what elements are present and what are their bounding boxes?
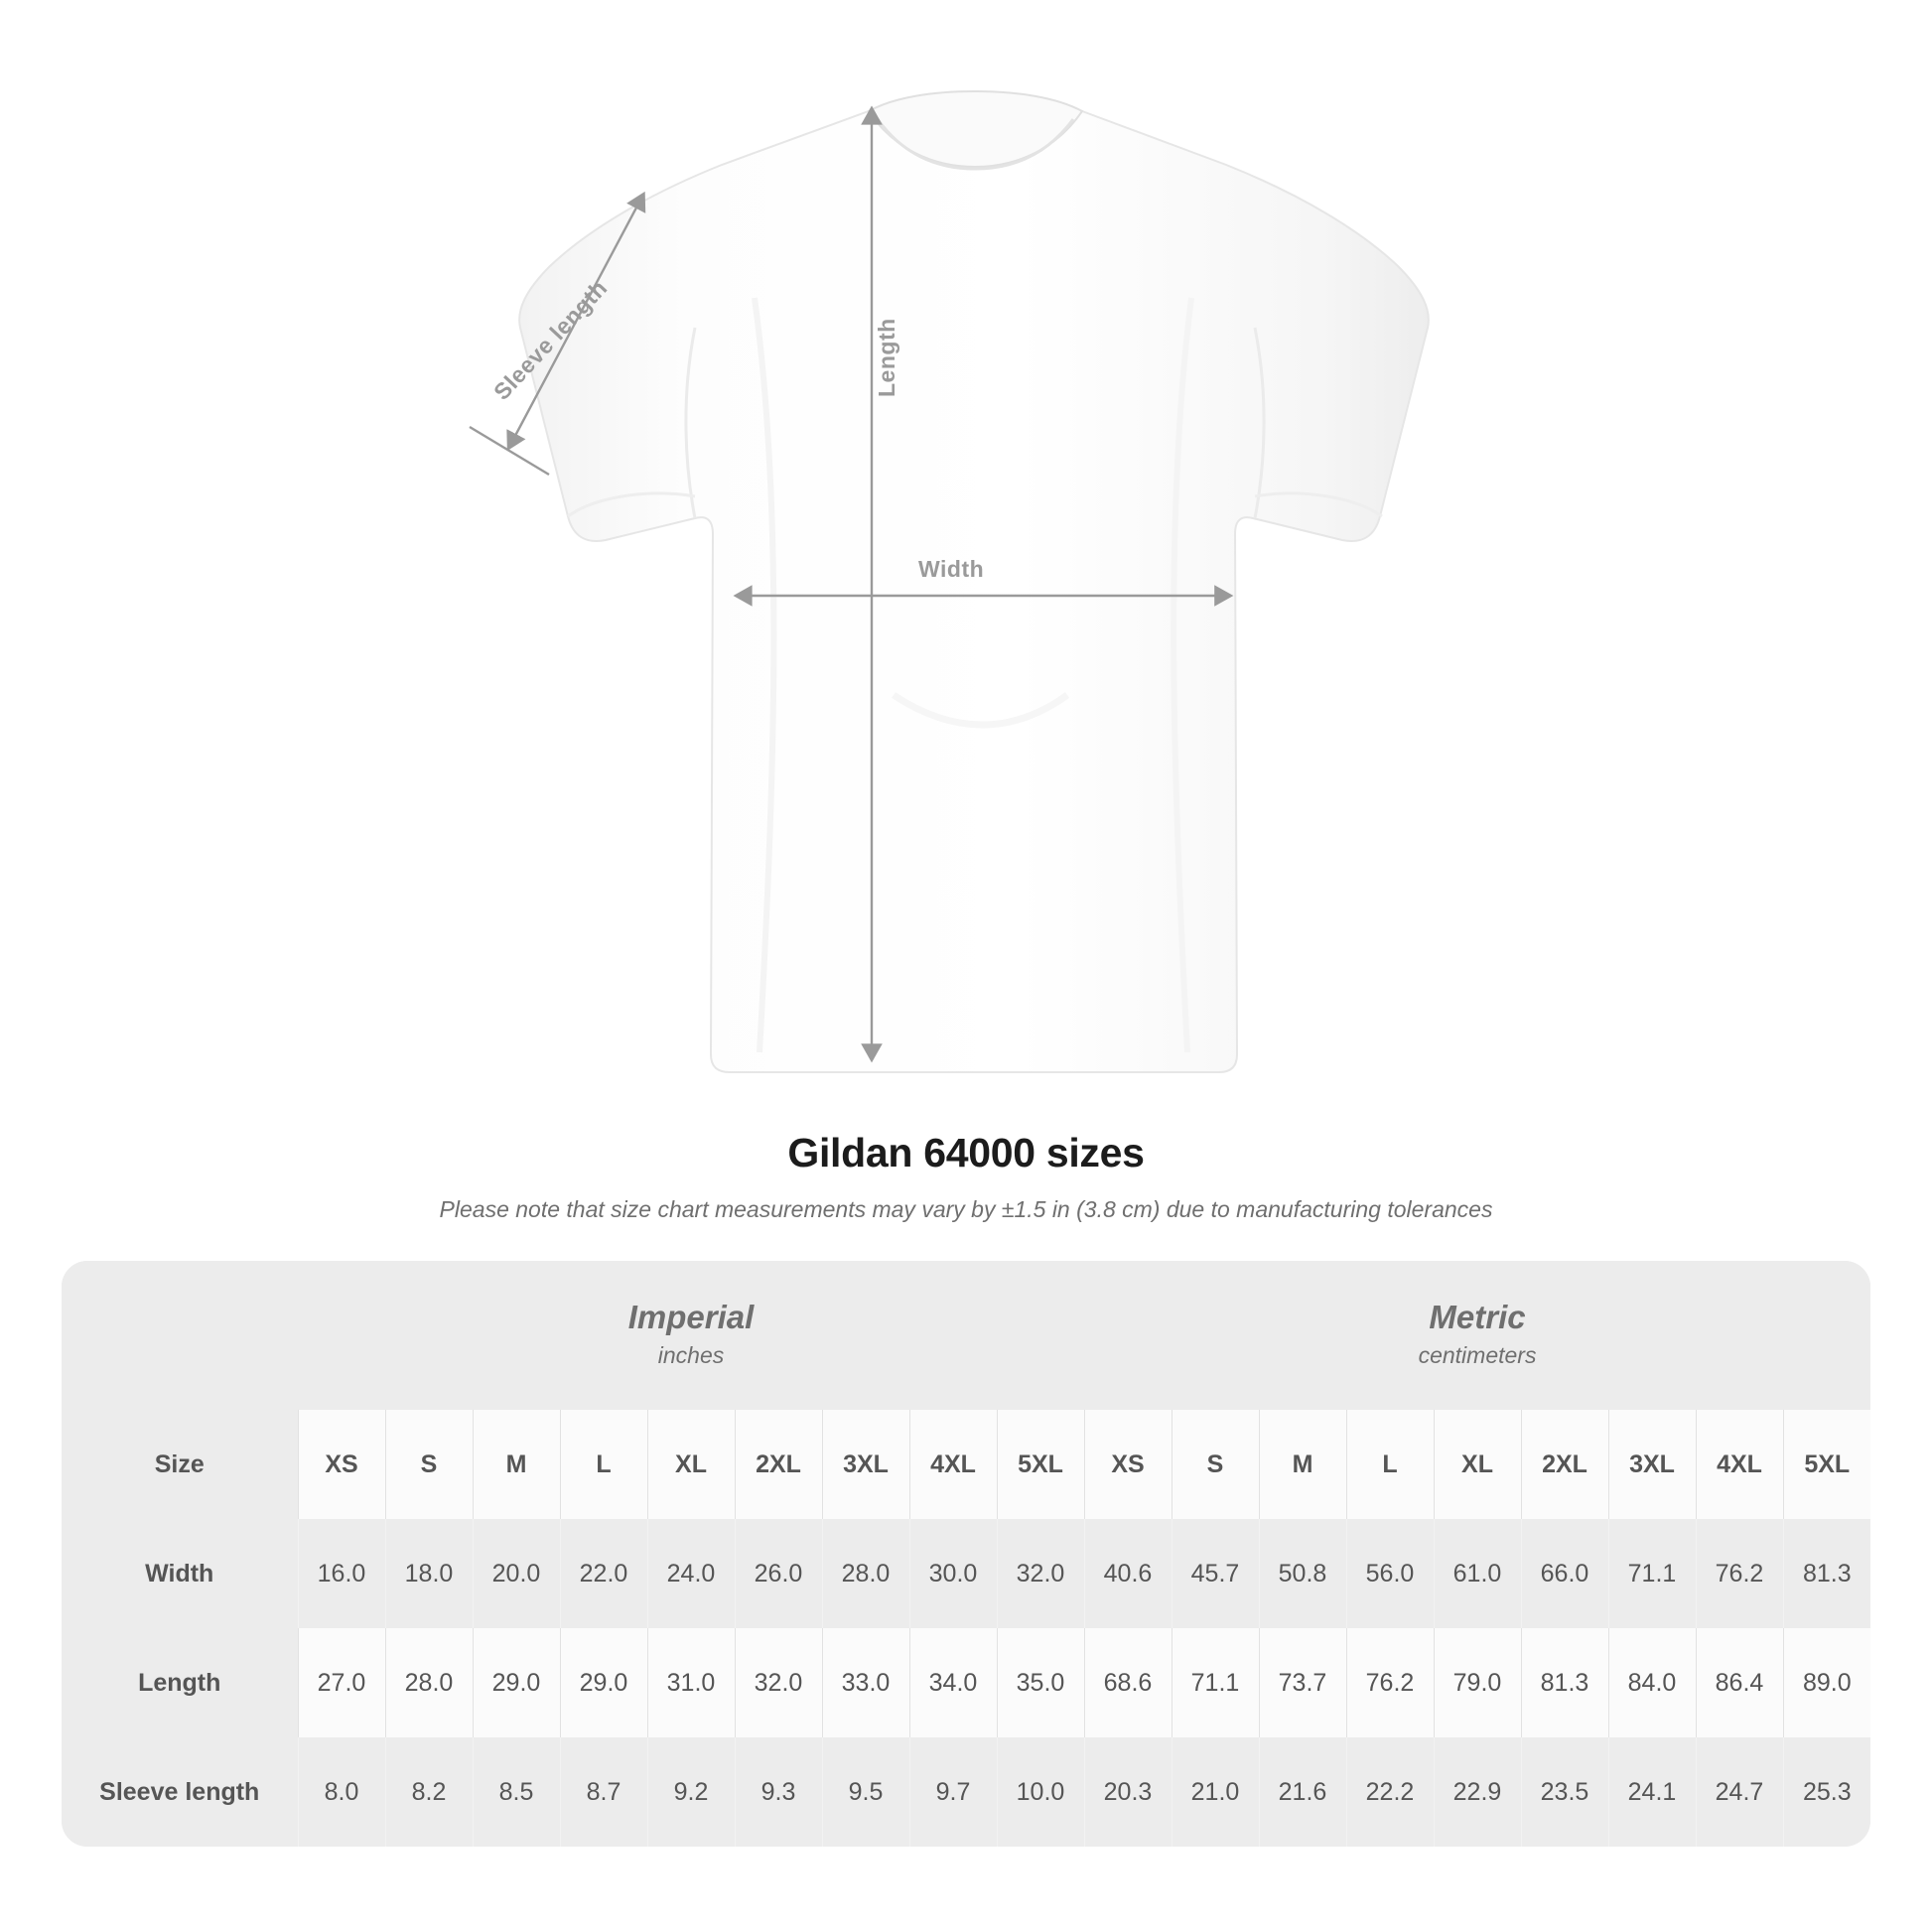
measurement-cell: 8.7 [560, 1737, 647, 1847]
size-column-header: XL [1434, 1410, 1521, 1519]
measurement-cell: 73.7 [1259, 1628, 1346, 1737]
measurement-cell: 56.0 [1346, 1519, 1434, 1628]
measurement-cell: 8.0 [298, 1737, 385, 1847]
measurement-cell: 9.3 [735, 1737, 822, 1847]
size-header-label: Size [62, 1410, 298, 1519]
unit-system-row [62, 1261, 1870, 1410]
unit-group-imperial [298, 1261, 1084, 1410]
size-column-header: 5XL [1783, 1410, 1870, 1519]
size-column-header: S [385, 1410, 473, 1519]
size-column-header: XL [647, 1410, 735, 1519]
measurement-cell: 21.0 [1172, 1737, 1259, 1847]
measurement-cell: 24.0 [647, 1519, 735, 1628]
measurement-cell: 30.0 [909, 1519, 997, 1628]
measurement-cell: 28.0 [385, 1628, 473, 1737]
measurement-cell: 16.0 [298, 1519, 385, 1628]
measurement-cell: 81.3 [1783, 1519, 1870, 1628]
measurement-cell: 31.0 [647, 1628, 735, 1737]
measurement-cell: 20.0 [473, 1519, 560, 1628]
chart-header [0, 1130, 1932, 1223]
measurement-cell: 89.0 [1783, 1628, 1870, 1737]
measurement-row-label: Sleeve length [62, 1737, 298, 1847]
size-header-row [62, 1410, 1870, 1519]
width-dimension-label: Width [918, 556, 985, 582]
measurement-cell: 24.1 [1608, 1737, 1696, 1847]
measurement-cell: 45.7 [1172, 1519, 1259, 1628]
measurement-cell: 23.5 [1521, 1737, 1608, 1847]
measurement-cell: 76.2 [1346, 1628, 1434, 1737]
measurement-cell: 71.1 [1172, 1628, 1259, 1737]
length-dimension-label: Length [874, 318, 899, 397]
size-column-header: XS [298, 1410, 385, 1519]
table-row [62, 1737, 1870, 1847]
measurement-cell: 32.0 [997, 1519, 1084, 1628]
measurement-cell: 79.0 [1434, 1628, 1521, 1737]
measurement-cell: 33.0 [822, 1628, 909, 1737]
measurement-cell: 27.0 [298, 1628, 385, 1737]
measurement-cell: 29.0 [560, 1628, 647, 1737]
measurement-row-label: Length [62, 1628, 298, 1737]
sleeve-end-tick [470, 427, 549, 475]
unit-system-name: Imperial [627, 1298, 755, 1335]
measurement-cell: 22.0 [560, 1519, 647, 1628]
size-column-header: L [560, 1410, 647, 1519]
unit-measure-name: inches [657, 1342, 725, 1369]
size-table [62, 1261, 1870, 1847]
measurement-cell: 81.3 [1521, 1628, 1608, 1737]
size-column-header: 2XL [735, 1410, 822, 1519]
measurement-cell: 61.0 [1434, 1519, 1521, 1628]
measurement-cell: 18.0 [385, 1519, 473, 1628]
measurement-cell: 32.0 [735, 1628, 822, 1737]
measurement-cell: 8.2 [385, 1737, 473, 1847]
measurement-row-label: Width [62, 1519, 298, 1628]
measurement-cell: 25.3 [1783, 1737, 1870, 1847]
measurement-cell: 40.6 [1084, 1519, 1172, 1628]
size-column-header: M [1259, 1410, 1346, 1519]
measurement-cell: 22.9 [1434, 1737, 1521, 1847]
measurement-cell: 9.5 [822, 1737, 909, 1847]
size-table-container [62, 1261, 1870, 1847]
tolerance-note: Please note that size chart measurements may vary by ±1.5 in (3.8 cm) due to manufacturing tolerances [439, 1196, 1493, 1222]
size-column-header: 5XL [997, 1410, 1084, 1519]
measurement-cell: 86.4 [1696, 1628, 1783, 1737]
sleeve-dimension-label: Sleeve length [488, 274, 613, 405]
measurement-cell: 35.0 [997, 1628, 1084, 1737]
page-title: Gildan 64000 sizes [787, 1130, 1145, 1175]
measurement-cell: 28.0 [822, 1519, 909, 1628]
measurement-cell: 10.0 [997, 1737, 1084, 1847]
size-column-header: L [1346, 1410, 1434, 1519]
unit-row-spacer [62, 1261, 298, 1410]
size-column-header: S [1172, 1410, 1259, 1519]
size-column-header: 3XL [1608, 1410, 1696, 1519]
table-row [62, 1519, 1870, 1628]
unit-system-name: Metric [1429, 1298, 1526, 1335]
measurement-cell: 71.1 [1608, 1519, 1696, 1628]
table-row [62, 1628, 1870, 1737]
measurement-cell: 66.0 [1521, 1519, 1608, 1628]
measurement-cell: 26.0 [735, 1519, 822, 1628]
measurement-cell: 9.2 [647, 1737, 735, 1847]
size-column-header: XS [1084, 1410, 1172, 1519]
measurement-cell: 20.3 [1084, 1737, 1172, 1847]
measurement-cell: 9.7 [909, 1737, 997, 1847]
measurement-cell: 84.0 [1608, 1628, 1696, 1737]
size-column-header: M [473, 1410, 560, 1519]
measurement-cell: 22.2 [1346, 1737, 1434, 1847]
unit-measure-name: centimeters [1418, 1342, 1537, 1369]
measurement-cell: 24.7 [1696, 1737, 1783, 1847]
measurement-cell: 68.6 [1084, 1628, 1172, 1737]
size-column-header: 2XL [1521, 1410, 1608, 1519]
unit-group-metric [1084, 1261, 1870, 1410]
measurement-cell: 29.0 [473, 1628, 560, 1737]
measurement-cell: 76.2 [1696, 1519, 1783, 1628]
measurement-cell: 50.8 [1259, 1519, 1346, 1628]
measurement-cell: 21.6 [1259, 1737, 1346, 1847]
measurement-cell: 8.5 [473, 1737, 560, 1847]
size-column-header: 4XL [1696, 1410, 1783, 1519]
size-column-header: 3XL [822, 1410, 909, 1519]
size-column-header: 4XL [909, 1410, 997, 1519]
measurement-cell: 34.0 [909, 1628, 997, 1737]
